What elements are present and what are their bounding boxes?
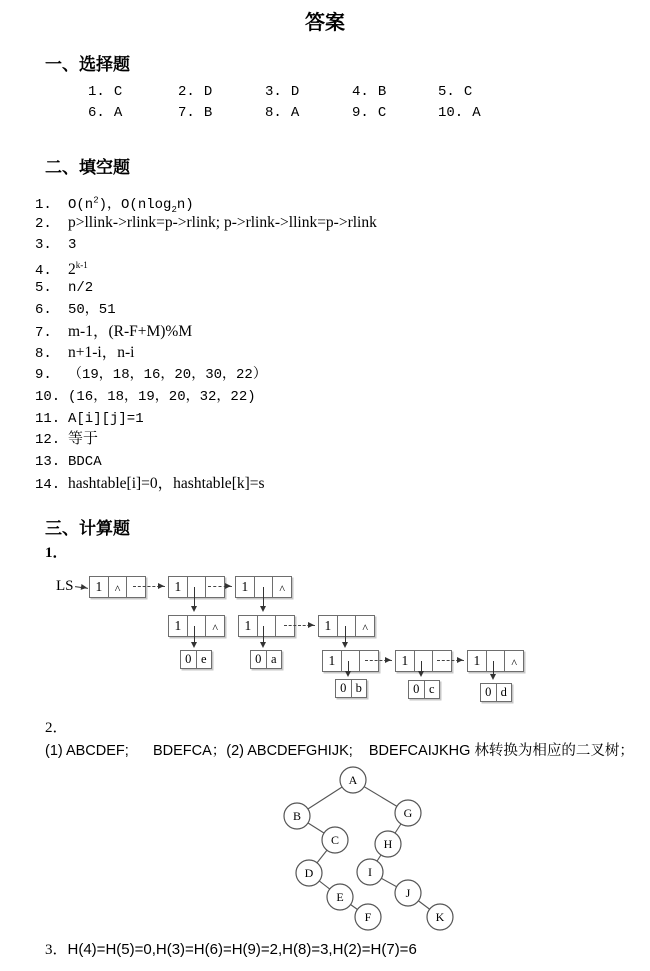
gl-node-8: 1 bbox=[395, 650, 452, 672]
gl-node-7: 1 bbox=[322, 650, 379, 672]
down-arrow bbox=[421, 661, 422, 675]
tree-node-label: G bbox=[403, 806, 413, 820]
choice-answer-5: 5. C bbox=[438, 84, 473, 100]
binary-tree-diagram bbox=[250, 765, 470, 935]
down-arrow bbox=[348, 661, 349, 675]
choice-answer-9: 9. C bbox=[352, 105, 387, 121]
choice-answer-6: 6. A bbox=[88, 105, 123, 121]
fill-item-8: 8. n+1-i，n-i bbox=[35, 344, 135, 363]
down-arrow bbox=[263, 626, 264, 646]
calc-item1-label: 1． bbox=[45, 545, 68, 561]
fill-item-11: 11. A[i][j]=1 bbox=[35, 410, 144, 427]
fill-item-13: 13. BDCA bbox=[35, 454, 102, 470]
down-arrow bbox=[194, 587, 195, 610]
tree-node-label: H bbox=[383, 837, 393, 851]
gl-node-6: 1 ^ bbox=[318, 615, 375, 637]
section2-heading: 二、填空题 bbox=[45, 158, 130, 177]
down-arrow bbox=[263, 587, 264, 610]
tree-node-label: F bbox=[364, 910, 372, 924]
ls-pointer-label: LS bbox=[56, 578, 74, 594]
fill-item-10: 10. (16，18，19，20，32，22) bbox=[35, 388, 256, 405]
atom-node-c: 0 c bbox=[408, 680, 440, 699]
section1-heading: 一、选择题 bbox=[45, 55, 130, 74]
calc-item2-text: (1) ABCDEF; BDEFCA；(2) ABCDEFGHIJK; BDEFCAIJKHG 林转换为相应的二叉树； bbox=[45, 743, 634, 759]
fill-item-2: 2. p>llink->rlink=p->rlink; p->rlink->llink=p->rlink bbox=[35, 213, 377, 232]
tree-node-label: C bbox=[330, 833, 340, 847]
gl-node-5: 1 bbox=[238, 615, 295, 637]
tree-node-label: K bbox=[435, 910, 445, 924]
dashed-arrow bbox=[133, 586, 165, 587]
tree-node-label: A bbox=[348, 773, 358, 787]
choice-answer-1: 1. C bbox=[88, 84, 123, 100]
down-arrow bbox=[194, 626, 195, 646]
dashed-arrow bbox=[208, 586, 232, 587]
ls-pointer-arrow bbox=[75, 586, 88, 589]
atom-node-e: 0 e bbox=[180, 650, 212, 669]
choice-answer-7: 7. B bbox=[178, 105, 213, 121]
choice-answer-8: 8. A bbox=[265, 105, 300, 121]
fill-item-4: 4. 2$^{k-1}$ bbox=[35, 260, 88, 280]
atom-node-d: 0 d bbox=[480, 683, 512, 702]
gl-node-9: 1 ^ bbox=[467, 650, 524, 672]
choice-answer-2: 2. D bbox=[178, 84, 213, 100]
fill-in-list bbox=[35, 190, 377, 495]
page-title: 答案 bbox=[305, 12, 345, 34]
fill-item-12: 12. 等于 bbox=[35, 431, 99, 449]
dashed-arrow bbox=[437, 660, 464, 661]
section3-heading: 三、计算题 bbox=[45, 519, 130, 538]
atom-node-a: 0 a bbox=[250, 650, 282, 669]
gl-node-1: 1 ^ bbox=[89, 576, 146, 598]
choice-answer-3: 3. D bbox=[265, 84, 300, 100]
dashed-arrow bbox=[365, 660, 392, 661]
calc-item2-label: 2． bbox=[45, 720, 68, 736]
fill-item-1: 1. $O(n^2)$，O(nlog$_2$n) bbox=[35, 195, 194, 215]
fill-item-6: 6. 50，51 bbox=[35, 301, 116, 318]
dashed-arrow bbox=[284, 625, 315, 626]
fill-item-3: 3. 3 bbox=[35, 236, 77, 253]
tree-node-label: E bbox=[336, 890, 344, 904]
gl-node-4: 1 ^ bbox=[168, 615, 225, 637]
calc-item3-label: 3． bbox=[45, 942, 68, 958]
choice-answer-4: 4. B bbox=[352, 84, 387, 100]
fill-item-14: 14. hashtable[i]=0，hashtable[k]=s bbox=[35, 474, 265, 493]
calc-item3 bbox=[45, 938, 417, 959]
gl-node-2: 1 bbox=[168, 576, 225, 598]
fill-item-7: 7. m-1，(R-F+M)%M bbox=[35, 322, 193, 341]
tree-node-label: B bbox=[292, 809, 302, 823]
tree-node-label: I bbox=[368, 865, 372, 879]
tree-node-label: D bbox=[304, 866, 314, 880]
tree-node-label: J bbox=[405, 886, 411, 900]
down-arrow bbox=[493, 661, 494, 678]
atom-node-b: 0 b bbox=[335, 679, 367, 698]
fill-item-9: 9. （19，18，16，20，30，22） bbox=[35, 367, 267, 383]
gl-node-3: 1 ^ bbox=[235, 576, 292, 598]
fill-item-5: 5. n/2 bbox=[35, 280, 94, 296]
down-arrow bbox=[345, 626, 346, 646]
calc-item3-text: H(4)=H(5)=0,H(3)=H(6)=H(9)=2,H(8)=3,H(2)=H(7)=6 bbox=[67, 941, 417, 958]
choice-answer-10: 10. A bbox=[438, 105, 481, 121]
